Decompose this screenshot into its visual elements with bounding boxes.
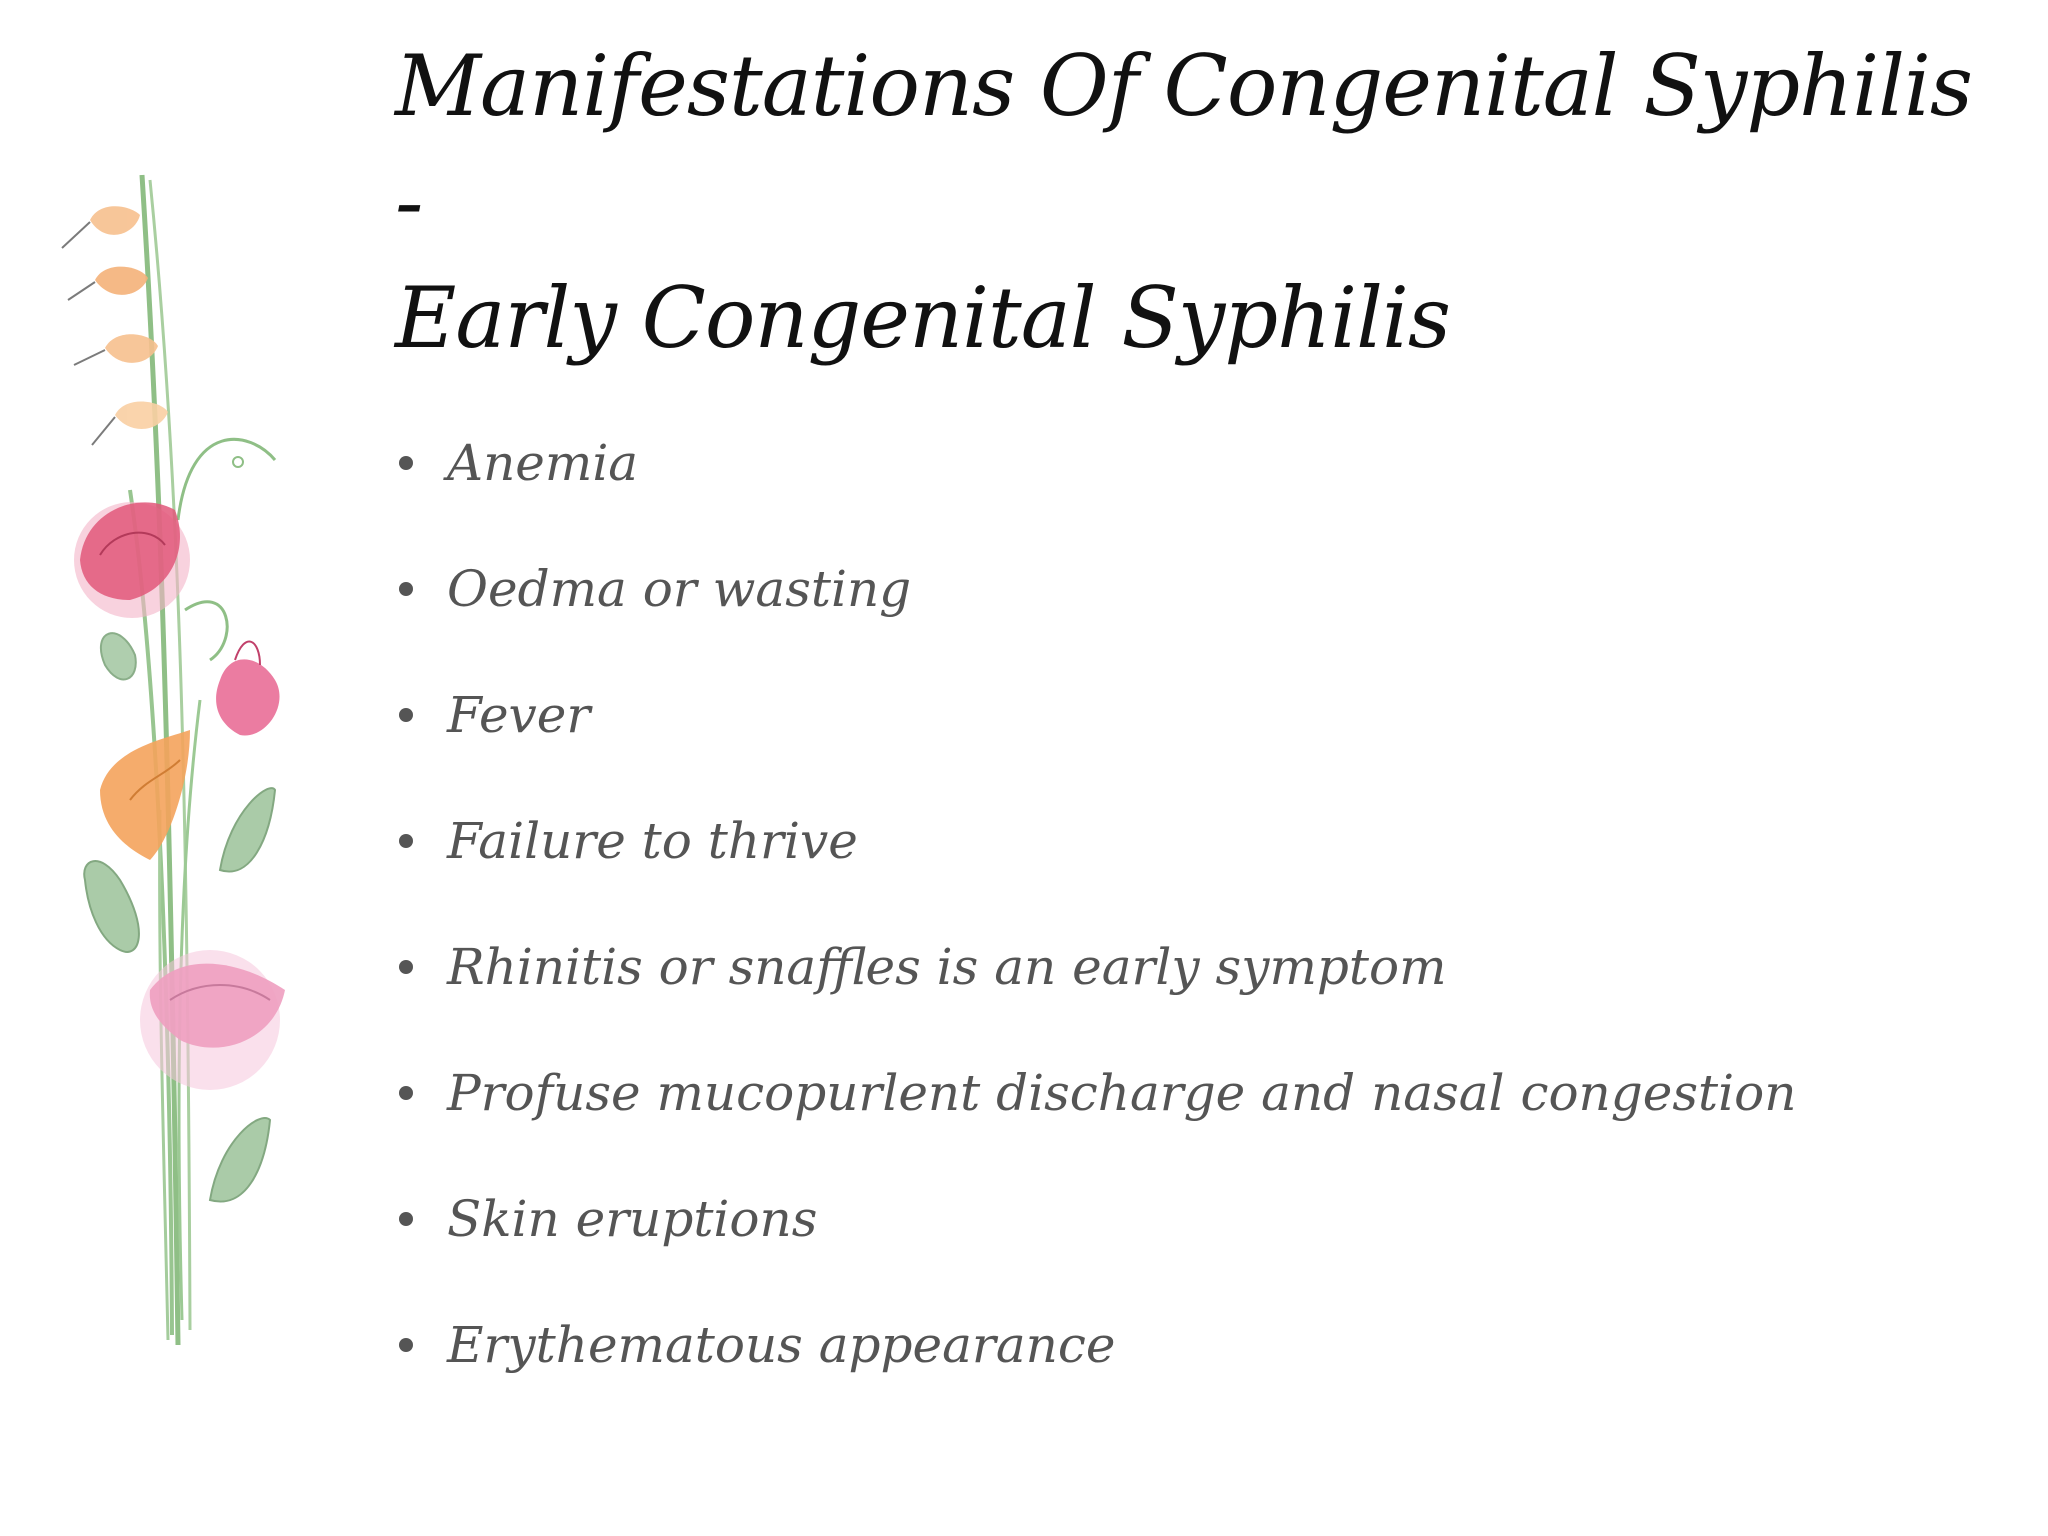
bullet-text: Oedma or wasting	[447, 560, 912, 618]
bullet-dot-icon	[399, 1212, 413, 1226]
bullet-text: Erythematous appearance	[447, 1316, 1116, 1374]
bullet-dot-icon	[399, 960, 413, 974]
bullet-dot-icon	[399, 1338, 413, 1352]
bullet-dot-icon	[399, 708, 413, 722]
title-line-2: Early Congenital Syphilis	[395, 269, 1450, 367]
list-item	[395, 680, 1796, 806]
bullet-text: Anemia	[447, 434, 639, 492]
slide-title	[395, 28, 1995, 376]
bullet-dot-icon	[399, 582, 413, 596]
orange-poppy	[100, 730, 190, 860]
bullet-text: Rhinitis or snaffles is an early symptom	[447, 938, 1447, 996]
title-line-1: Manifestations Of Congenital Syphilis -	[395, 37, 1972, 251]
bullet-text: Fever	[447, 686, 591, 744]
light-pink-flower	[140, 950, 285, 1090]
bullet-list	[395, 428, 1796, 1436]
list-item	[395, 932, 1796, 1058]
bullet-text: Profuse mucopurlent discharge and nasal congestion	[447, 1064, 1797, 1122]
bullet-dot-icon	[399, 834, 413, 848]
list-item	[395, 1058, 1796, 1184]
list-item	[395, 1310, 1796, 1436]
bullet-text: Failure to thrive	[447, 812, 858, 870]
list-item	[395, 554, 1796, 680]
bullet-text: Skin eruptions	[447, 1190, 818, 1248]
magenta-flower	[216, 641, 279, 735]
list-item	[395, 806, 1796, 932]
list-item	[395, 428, 1796, 554]
floral-decoration-icon	[60, 160, 330, 1370]
bullet-dot-icon	[399, 456, 413, 470]
list-item	[395, 1184, 1796, 1310]
pink-rose	[74, 502, 190, 618]
bullet-dot-icon	[399, 1086, 413, 1100]
